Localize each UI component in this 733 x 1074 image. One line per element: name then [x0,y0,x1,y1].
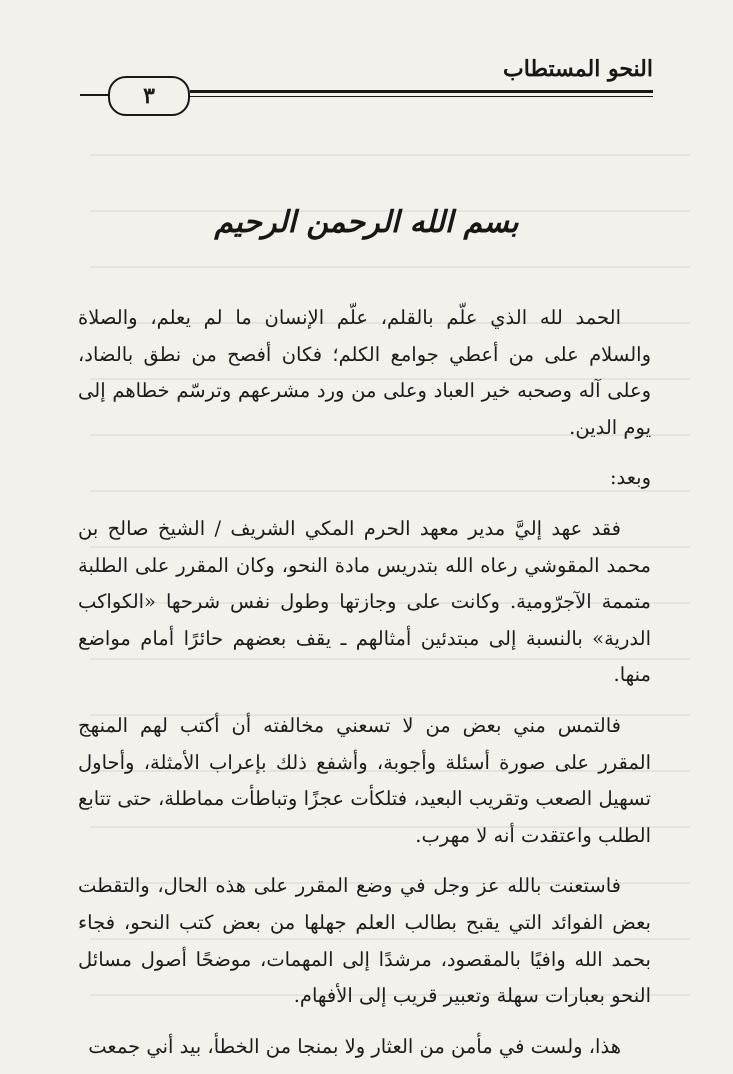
basmala-heading: بسم الله الرحمن الرحيم [214,205,519,240]
header-rule-thick [190,90,653,93]
body-text [78,300,651,1065]
paragraph-4: فالتمس مني بعض من لا تسعني مخالفته أن أكتب لهم المنهج المقرر على صورة أسئلة وأجوبة، وأشفع ذلك بإعراب الأمثلة، وأحاول تسهيل الصعب وتقريب البعيد، فتلكأت عجزًا وتباطأت مماطلة، حتى تتابع الطلب واعتقدت أنه لا مهرب. [78,713,651,847]
paragraph-3: فقد عهد إليَّ مدير معهد الحرم المكي الشريف / الشيخ صالح بن محمد المقوشي رعاه الله بتدريس مادة النحو، وكان المقرر على الطلبة متممة الآجرّومية. وكانت على وجازتها وطول نفس شرحها «الكواكب الدرية» بالنسبة إلى مبتدئين أمثالهم ـ يقف بعضهم حائرًا أمام مواضع منها. [78,516,651,687]
paragraph-2: وبعد: [609,466,651,490]
paragraph-6: هذا، ولست في مأمن من العثار ولا بمنجا من الخطأ، بيد أني جمعت [88,1034,621,1058]
paragraph-1: الحمد لله الذي علّم بالقلم، علّم الإنسان ما لم يعلم، والصلاة والسلام على من أعطي جوامع الكلم؛ فكان أفصح من نطق بالضاد، وعلى آله وصحبه خير العباد وعلى من ورد مشرعهم وترسّم خطاهم إلى يوم الدين. [78,306,651,439]
page-header [0,0,733,115]
header-rule-thin [190,96,653,97]
running-title: النحو المستطاب [503,56,653,82]
paragraph-5: فاستعنت بالله عز وجل في وضع المقرر على هذه الحال، والتقطت بعض الفوائد التي يقبح بطالب العلم جهلها من بعض كتب النحو، فجاء بحمد الله وافيًا بالمقصود، مرشدًا إلى المهمات، موضحًا أصول مسائل النحو بعبارات سهلة وتعبير قريب إلى الأفهام. [78,874,651,1008]
header-rule-left [80,94,110,96]
page-number: ٣ [108,76,190,116]
